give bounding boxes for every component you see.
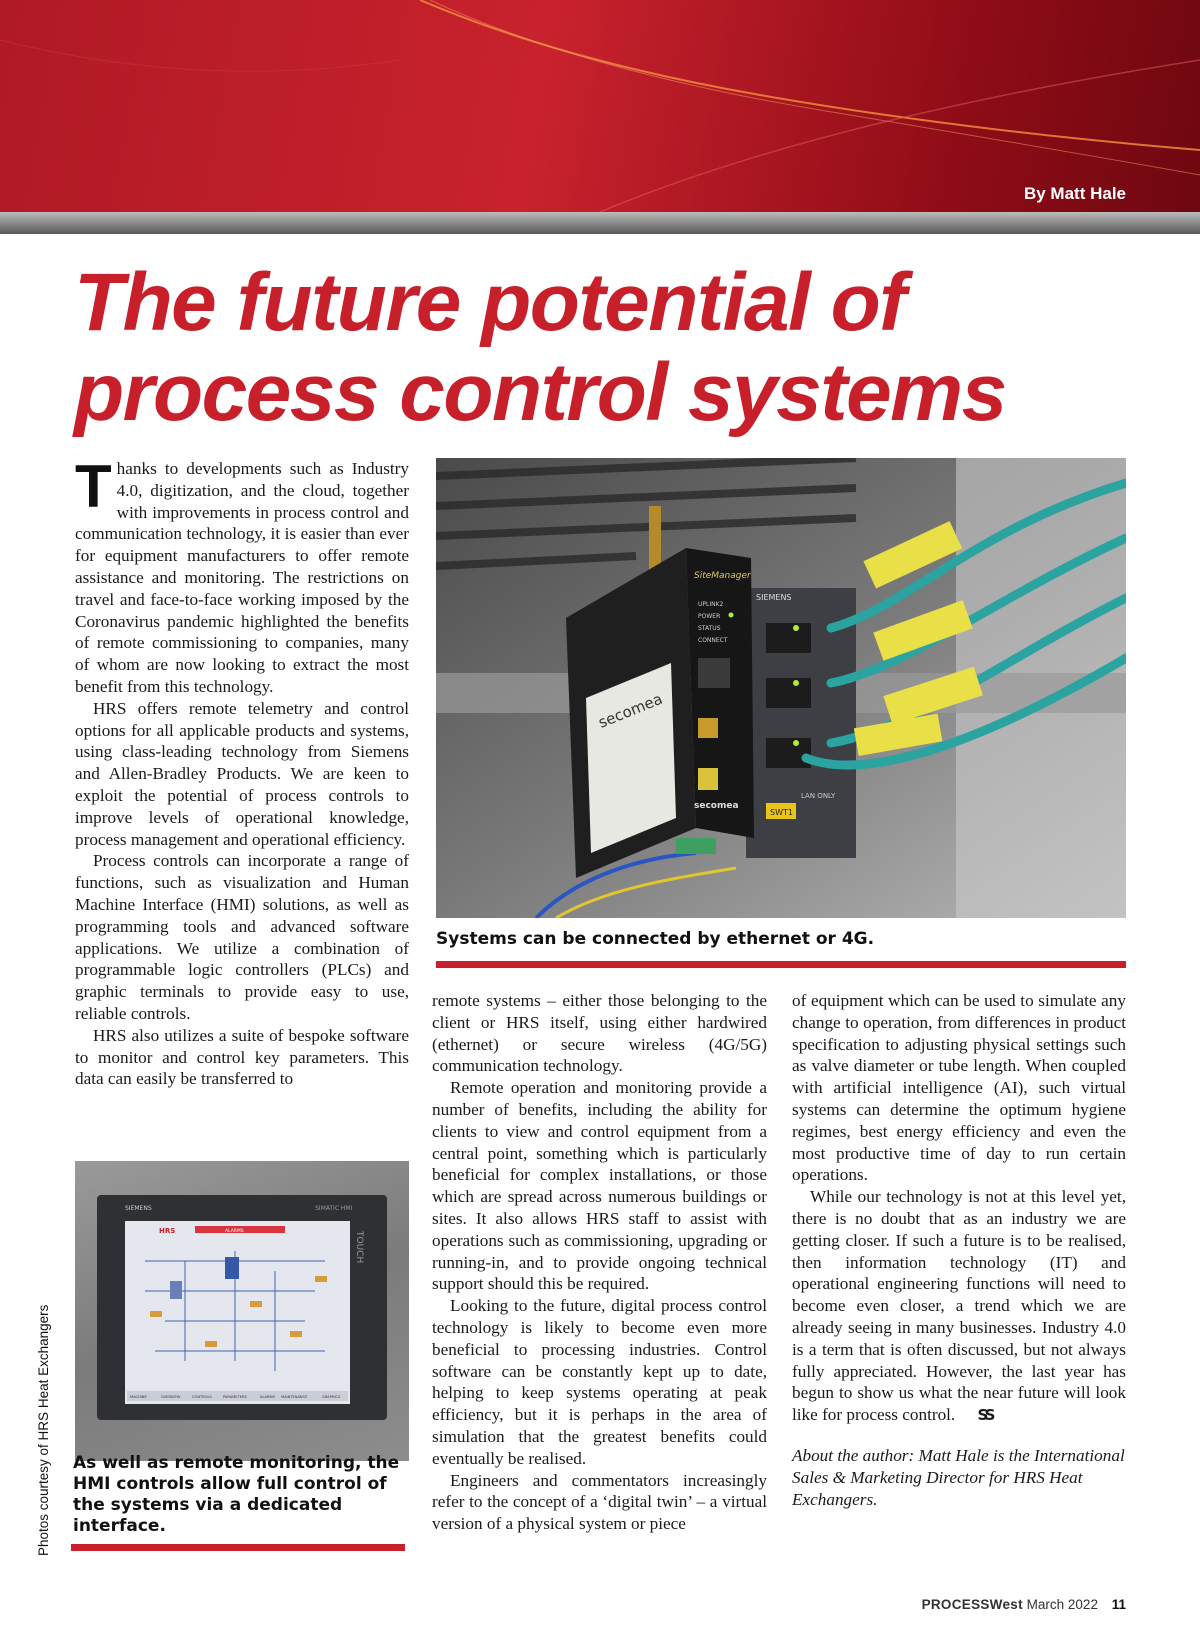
publication-name: PROCESSWest [921,1597,1023,1612]
paragraph-10 [792,1186,1126,1427]
hmi-alarm-text: ALARMS [225,1229,244,1234]
hmi-tab: CONTROLS [192,1395,212,1399]
lan-only-label: LAN ONLY [801,792,836,800]
paragraph-8: Engineers and commentators increasingly refer to the concept of a ‘digital twin’ – a virtual version of a physical system or piece [432,1470,767,1534]
article-column-2 [432,990,767,1535]
hmi-caption-rule [71,1544,405,1551]
paragraph-9: of equipment which can be used to simulate any change to operation, from differences in product specification to adjusting physical settings such as valve diameter or tube length. When coupled with artificial intelligence (AI), such virtual systems can determine the optimum hygiene regimes, best energy efficiency and even the most productive time of day to run certain operations. [792,991,1126,1185]
hmi-brand: SIEMENS [125,1205,152,1212]
page-number: 11 [1111,1597,1126,1612]
main-photo-caption: Systems can be connected by ethernet or 4G. [436,929,875,949]
paragraph-10-text: While our technology is not at this level yet, there is no doubt that as an industry we are getting closer. If such a future is to be realised, then information technology (IT) and operational engineering functions will need to become even closer, a trend which we are already seeing in many businesses. Industry 4.0 is a term that is often discussed, but not always fully appreciated. However, the last year has begun to show us what the near future will look like for process control. [792,1187,1126,1425]
paragraph-2: HRS offers remote telemetry and control options for all applicable products and systems, using class-leading technology from Siemens and Allen-Bradley Products. We are keen to exploit the potential of process controls to improve levels of operational knowledge, process management and operational efficiency. [75,698,409,849]
hmi-tab: OVERVIEW [161,1395,181,1399]
hmi-tab: ALARMS [260,1395,275,1399]
led-label-power: POWER [698,613,721,620]
device-model: SiteManager [694,571,751,581]
label-brand-text: secomea [595,689,666,732]
article-title [74,258,1124,438]
paragraph-5: remote systems – either those belonging to the client or HRS itself, using either hardwired (ethernet) or secure wireless (4G/5G) communication technology. [432,991,767,1076]
hmi-photo-caption: As well as remote monitoring, the HMI controls allow full control of the systems via a dedicated interface. [73,1453,400,1536]
hmi-tab: MACHINE [130,1395,147,1399]
hmi-screen-logo: HRS [159,1227,176,1235]
banner-grey-strip [0,212,1200,234]
photo-credit: Photos courtesy of HRS Heat Exchangers [36,1304,51,1556]
led-label-uplink2: UPLINK2 [698,601,724,608]
article-column-1 [75,453,409,1090]
ethernet-port [698,658,730,688]
paragraph-4: HRS also utilizes a suite of bespoke software to monitor and control key parameters. This data can easily be transferred to [75,1025,409,1089]
byline: By Matt Hale [1023,184,1126,203]
sitemanager-front [686,548,754,838]
issue-date: March 2022 [1026,1597,1098,1612]
paragraph-3: Process controls can incorporate a range of functions, such as visualization and Human Machine Interface (HMI) solutions, as well as programming tools and advanced software applications. We utilize a combination of programmable logic controllers (PLCs) and graphic terminals to provide easy to use, reliable controls. [75,851,409,1023]
drop-cap: T [75,453,112,520]
banner-light-streaks [0,0,1200,212]
caption-rule [436,961,1126,968]
paragraph-6: Remote operation and monitoring provide a number of benefits, including the ability for clients to view and control equipment from a central point, something which is particularly beneficial for complex installations, or those which are spread across numerous buildings or sites. It also allows HRS staff to assist with operations such as commissioning, upgrading or running-in, and to provide ongoing technical support should this be required. [432,1078,767,1294]
header-banner [0,0,1200,212]
paragraph-1 [75,453,409,698]
page-footer [922,1597,1126,1612]
hmi-photo [75,1161,409,1461]
title-line-2: process control systems [74,347,1006,438]
hmi-tab: GRAPHICS [322,1395,341,1399]
device-photo [436,458,1126,918]
port-label: SWT1 [770,808,793,817]
article-column-3 [792,990,1126,1510]
switch-brand-text: SIEMENS [756,593,792,602]
hmi-touch: TOUCH [354,1231,364,1264]
hmi-tab: MAINTENANCE [281,1395,308,1399]
title-line-1: The future potential of [74,257,905,348]
front-brand-text: secomea [694,801,739,811]
paragraph-7: Looking to the future, digital process control technology is likely to become even more beneficial to processing industries. Control software can be constantly kept up to date, helping to keep systems operating at peak efficiency, but it is perhaps in the area of simulation that the greatest benefits could eventually be realised. [432,1296,767,1468]
hmi-tabs [127,1391,348,1401]
about-author: About the author: Matt Hale is the International Sales & Marketing Director for HRS Heat Exchangers. [792,1445,1125,1509]
paragraph-1-text: hanks to developments such as Industry 4.0, digitization, and the cloud, together with improvements in process control and communication technology, it is easier than ever for equipment manufacturers to offer remote assistance and monitoring. The restrictions on travel and face-to-face working imposed by the Coronavirus pandemic highlighted the benefits of remote commissioning to companies, many of whom are now looking to extract the most benefit from this technology. [75,459,409,696]
led-label-connect: CONNECT [698,637,728,644]
led-label-status: STATUS [698,625,721,632]
end-mark-icon: SS [977,1406,993,1425]
hmi-tab: PARAMETERS [223,1395,247,1399]
hmi-model: SIMATIC HMI [315,1205,353,1212]
